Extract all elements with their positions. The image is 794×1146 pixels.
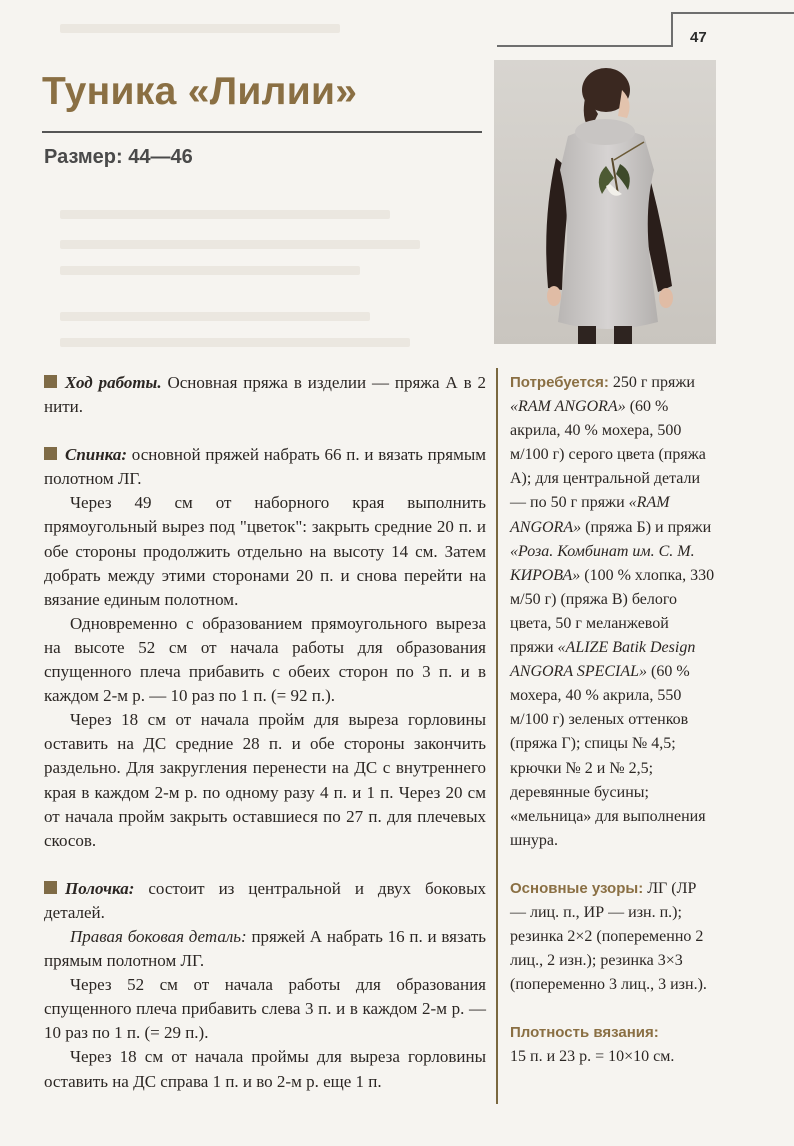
front-paragraph	[44, 877, 486, 925]
gauge-text: 15 п. и 23 р. = 10×10 см.	[510, 1048, 675, 1066]
model-photo	[494, 60, 716, 344]
show-through	[60, 240, 420, 249]
show-through	[60, 312, 370, 321]
materials-label: Потребуется:	[510, 374, 609, 391]
right-side-piece-text: пряжей А набрать 16 п. и вязать прямым полотном ЛГ.	[44, 926, 486, 971]
back-paragraph	[44, 443, 486, 491]
title-rule	[42, 131, 482, 133]
yarn-name: «RAM ANGORA»	[510, 494, 670, 536]
work-intro-lead: Ход работы.	[65, 373, 162, 392]
model-photo-illustration	[494, 60, 716, 344]
show-through	[60, 266, 360, 275]
show-through	[60, 338, 410, 347]
yarn-name: «RAM ANGORA»	[510, 398, 626, 416]
materials-text: 250 г пряжи	[608, 374, 695, 391]
page-tab-rule	[497, 45, 673, 47]
page-tab-top-rule	[671, 12, 794, 14]
show-through	[60, 24, 340, 33]
bullet-square	[44, 375, 57, 388]
page-title: Туника «Лилии»	[42, 70, 358, 113]
back-shoulder-paragraph: Одновременно с образованием прямоугольного выреза на высоте 52 см от начала работы для образования спущенного плеча прибавить с обеих сторон по 3 п. и в каждом 2-м р. — 10 раз по 1 п. (= 92 п.).	[44, 613, 486, 706]
patterns-text: ЛГ (ЛР — лиц. п., ИР — изн. п.); резинка 2×2 (попеременно 2 лиц., 2 изн.); резинка 3×3 (попеременно 3 лиц., 3 изн.).	[510, 879, 707, 994]
column-divider	[496, 368, 498, 1104]
work-intro-paragraph	[44, 371, 486, 419]
right-side-piece-lead: Правая боковая деталь:	[70, 926, 247, 946]
front-text: состоит из центральной и двух боковых деталей.	[44, 878, 486, 922]
right-side-piece-paragraph	[44, 925, 486, 973]
bullet-square	[44, 881, 57, 894]
yarn-name: «ALIZE Batik Design ANGORA SPECIAL»	[510, 639, 696, 681]
right-side-shoulder-paragraph: Через 52 см от начала работы для образования спущенного плеча прибавить слева 3 п. и в каждом 2-м р. — 10 раз по 1 п. (= 29 п.).	[44, 975, 486, 1043]
back-neckline-paragraph: Через 18 см от начала пройм для выреза горловины оставить на ДС средние 28 п. и обе стороны закончить раздельно. Для закругления перенести на ДС с внутреннего края в каждом 2-м р. по одному разу 4 п. и 1 п. Через 20 см от начала пройм закрыть оставшиеся по 27 п. для плечевых скосов.	[44, 710, 486, 850]
gauge-label-line	[510, 1021, 715, 1045]
show-through	[60, 210, 390, 219]
materials-text: (60 % акрила, 40 % мохера, 500 м/100 г) серого цвета (пряжа А); для центральной детали — по 50 г пряжи	[510, 398, 706, 512]
back-text: основной пряжей набрать 66 п. и вязать прямым полотном ЛГ.	[44, 445, 486, 489]
materials-paragraph	[510, 371, 715, 853]
patterns-paragraph	[510, 877, 715, 997]
bullet-square	[44, 447, 57, 460]
back-cutout-paragraph: Через 49 см от наборного края выполнить прямоугольный вырез под "цветок": закрыть средние 20 п. и обе стороны продолжить отдельно на высоту 14 см. Затем добрать между этими сторонами 20 п. и снова перейти на вязание единым полотном.	[44, 493, 486, 609]
patterns-label: Основные узоры:	[510, 879, 644, 897]
instructions-column	[44, 371, 486, 1094]
size-heading: Размер: 44—46	[44, 146, 193, 168]
materials-text: (100 % хлопка, 330 м/50 г) (пряжа В) белого цвета, 50 г меланжевой пряжи	[510, 566, 715, 657]
materials-text: (пряжа Б) и пряжи	[581, 518, 712, 536]
right-side-neckline-paragraph: Через 18 см от начала проймы для выреза горловины оставить на ДС справа 1 п. и во 2-м р. еще 1 п.	[44, 1047, 486, 1091]
work-intro-text: Основная пряжа в изделии — пряжа А в 2 нити.	[44, 373, 486, 417]
yarn-name: «Роза. Комбинат им. С. М. КИРОВА»	[510, 542, 695, 584]
materials-sidebar	[510, 371, 715, 1070]
page-number: 47	[690, 29, 707, 46]
front-lead: Полочка:	[65, 878, 135, 898]
back-lead: Спинка:	[65, 445, 128, 465]
materials-text: (60 % мохера, 40 % акрила, 550 м/100 г) зеленых оттенков (пряжа Г); спицы № 4,5; крючки № 2 и № 2,5; деревянные бусины; «мельница» для выполнения шнура.	[510, 663, 706, 849]
page-tab-rule-vertical	[671, 12, 673, 47]
gauge-label: Плотность вязания:	[510, 1024, 659, 1042]
